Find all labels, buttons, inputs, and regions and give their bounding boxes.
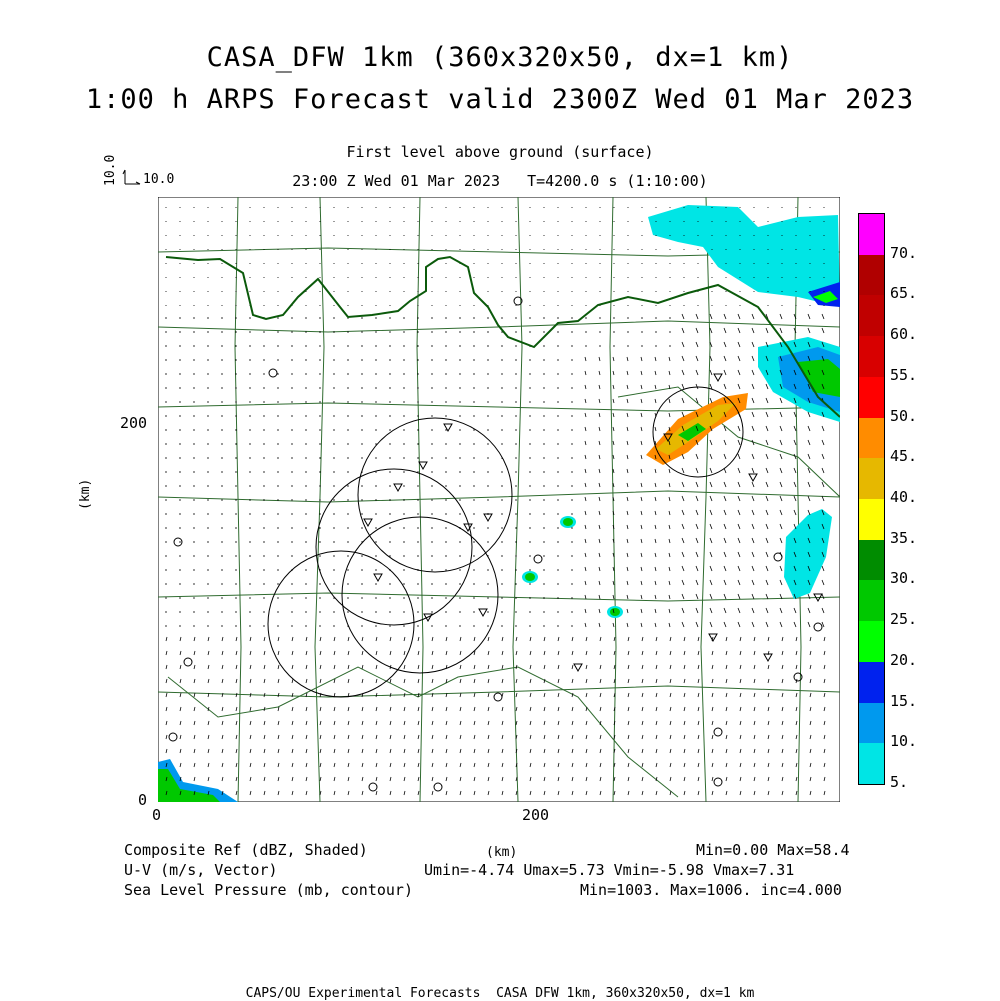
y-tick-200: 200 <box>120 414 148 432</box>
vector-scale-vertical: 10.0 <box>103 154 118 186</box>
colorbar-segment <box>859 458 884 499</box>
map-frame <box>158 197 840 802</box>
vector-scale-horizontal: 10.0 <box>143 172 175 187</box>
colorbar-label: 40. <box>890 488 918 506</box>
colorbar-label: 45. <box>890 447 918 466</box>
colorbar-label: 20. <box>890 650 918 669</box>
colorbar-segment <box>859 295 884 336</box>
colorbar-segment <box>859 743 884 784</box>
colorbar <box>858 213 885 785</box>
colorbar-label: 60. <box>890 325 918 344</box>
colorbar-label: 35. <box>890 528 918 547</box>
stats-reflectivity: Min=0.00 Max=58.4 <box>696 841 850 859</box>
x-tick-0: 0 <box>152 806 162 824</box>
colorbar-segment <box>859 255 884 296</box>
stats-pressure: Min=1003. Max=1006. inc=4.000 <box>580 881 842 899</box>
colorbar-label: 55. <box>890 365 918 384</box>
colorbar-segment <box>859 499 884 540</box>
colorbar-segment <box>859 377 884 418</box>
colorbar-label: 15. <box>890 691 918 710</box>
y-tick-0: 0 <box>138 791 148 809</box>
colorbar-segment <box>859 621 884 662</box>
colorbar-label: 30. <box>890 569 918 588</box>
colorbar-label: 10. <box>890 732 918 751</box>
reflectivity-cell <box>525 573 535 581</box>
valid-time-label: 23:00 Z Wed 01 Mar 2023 T=4200.0 s (1:10:00) <box>292 172 708 190</box>
colorbar-label: 65. <box>890 284 918 303</box>
colorbar-segment <box>859 703 884 744</box>
colorbar-segment <box>859 336 884 377</box>
reflectivity-cell <box>610 608 620 616</box>
legend-units: (km) <box>486 845 518 860</box>
colorbar-segment <box>859 214 884 255</box>
colorbar-label: 25. <box>890 610 918 629</box>
legend-pressure: Sea Level Pressure (mb, contour) <box>124 881 413 899</box>
colorbar-label: 5. <box>890 773 909 791</box>
footer-credit: CAPS/OU Experimental Forecasts CASA DFW 1km, 360x320x50, dx=1 km <box>245 986 755 1001</box>
y-axis-label: (km) <box>78 478 93 510</box>
colorbar-segment <box>859 418 884 459</box>
colorbar-label: 70. <box>890 243 918 262</box>
stats-wind: Umin=-4.74 Umax=5.73 Vmin=-5.98 Vmax=7.31 <box>424 861 795 879</box>
colorbar-segment <box>859 580 884 621</box>
colorbar-segment <box>859 540 884 581</box>
reflectivity-map <box>158 197 840 802</box>
colorbar-segment <box>859 662 884 703</box>
colorbar-label: 50. <box>890 406 918 425</box>
legend-wind: U-V (m/s, Vector) <box>124 861 278 879</box>
legend-reflectivity: Composite Ref (dBZ, Shaded) <box>124 841 368 859</box>
reflectivity-cell <box>563 518 573 526</box>
level-label: First level above ground (surface) <box>346 143 654 161</box>
plot-title-line2: 1:00 h ARPS Forecast valid 2300Z Wed 01 Mar 2023 <box>85 84 915 115</box>
plot-title-line1: CASA_DFW 1km (360x320x50, dx=1 km) <box>206 42 794 73</box>
x-tick-200: 200 <box>522 806 550 824</box>
